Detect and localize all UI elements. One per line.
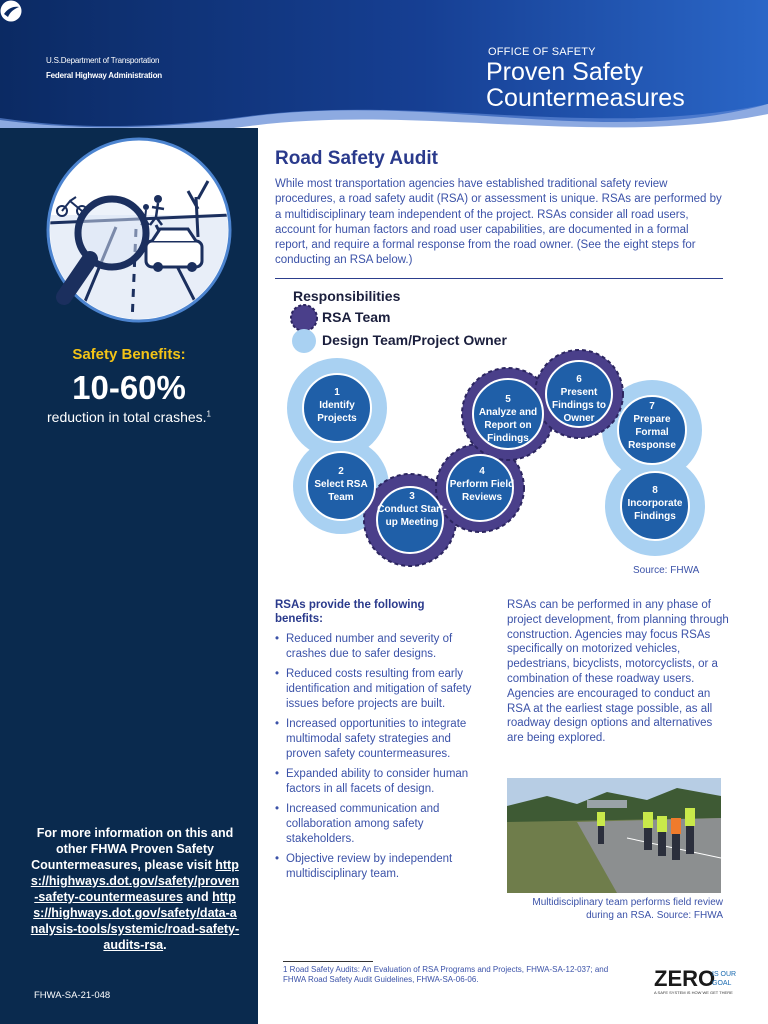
step-4 [447, 465, 517, 504]
proven-countermeasures-link[interactable]: https://highways.dot.gov/safety/proven-safety-countermeasures [30, 858, 240, 904]
intro-paragraph: While most transportation agencies have established traditional safety review procedures, a road safety audit (RSA) or assessment is unique. RSAs are performed by a multidisciplinary team independent of the project. RSAs consider all road users, account for human factors and road user capabilities, are documented in a formal report, and require a formal response from the road owner. (See the eight steps for conducting an RSA below.) [275, 178, 722, 267]
zero-is-our-goal-logo [652, 964, 742, 998]
magnifier-road-icon [46, 137, 232, 323]
step-label: Identify Projects [317, 400, 357, 424]
document-code: FHWA-SA-21-048 [34, 990, 111, 1001]
safety-benefits-value: 10-60% [72, 369, 186, 406]
legend-design-team: Design Team/Project Owner [322, 332, 507, 348]
more-info-block [30, 825, 240, 953]
diagram-source: Source: FHWA [633, 565, 700, 576]
field-review-photo [507, 778, 721, 893]
rsa-tools-link[interactable]: https://highways.dot.gov/safety/data-analysis-tools/systemic/road-safety-audits-rsa [30, 890, 240, 952]
rsa-phase-paragraph: RSAs can be performed in any phase of project development, from planning through construction. Agencies may focus RSAs specifically on motorized vehicles, pedestrians, bicyclists, motorcyclists, or a combination of these roadway users. Agencies are encouraged to conduct an RSA at the earliest stage possible, as all roadway design options and alternatives are being explored. [507, 599, 729, 745]
safety-benefits-label: Safety Benefits: [72, 346, 186, 363]
footnote: 1 Road Safety Audits: An Evaluation of RSA Programs and Projects, FHWA-SA-12-037; and FHWA Road Safety Audit Guidelines, FHWA-SA-06-06. [283, 965, 609, 984]
more-info-end: . [163, 938, 167, 952]
step-5 [473, 393, 543, 445]
zero-tagline: A SAFE SYSTEM IS HOW WE GET THERE [654, 990, 733, 995]
safety-benefits-description [0, 409, 258, 425]
step-number: 7 [649, 401, 655, 412]
step-label: Conduct Start-up Meeting [377, 504, 447, 528]
step-number: 1 [334, 387, 340, 398]
footnote-divider [283, 961, 373, 962]
step-8 [620, 484, 690, 523]
list-item: • Increased communication and collaboration among safety stakeholders. [275, 802, 485, 847]
step-1 [302, 386, 372, 425]
zero-side-text: IS OUR [712, 971, 737, 978]
list-item: • Increased opportunities to integrate multimodal safety strategies and proven safety countermeasures. [275, 717, 485, 762]
publication-title-line1: Proven Safety [486, 58, 644, 86]
section-title: Road Safety Audit [275, 148, 438, 169]
step-6 [544, 373, 614, 425]
benefits-heading: RSAs provide the following benefits: [275, 599, 425, 625]
benefit-desc-text: reduction in total crashes. [47, 409, 207, 425]
publication-title-line2: Countermeasures [486, 84, 685, 112]
legend-rsa-team: RSA Team [322, 309, 391, 325]
zero-word: ZERO [654, 966, 716, 991]
more-info-text: For more information on this and other FHWA Proven Safety Countermeasures, please visit [31, 826, 234, 872]
step-label: Analyze and Report on Findings [478, 407, 538, 444]
step-label: Perform Field Reviews [449, 479, 515, 503]
list-item: • Reduced number and severity of crashes due to safer designs. [275, 632, 485, 662]
office-label: OFFICE OF SAFETY [488, 46, 596, 58]
dot-logo-icon [0, 0, 22, 22]
step-number: 3 [409, 491, 415, 502]
agency-name: U.S.Department of Transportation [46, 56, 160, 65]
step-number: 4 [479, 466, 485, 477]
step-number: 6 [576, 374, 582, 385]
step-label: Present Findings to Owner [552, 387, 606, 424]
legend-rsa-swatch [291, 305, 317, 331]
agency-subname: Federal Highway Administration [46, 71, 162, 80]
legend-title: Responsibilities [293, 288, 401, 304]
step-7 [617, 400, 687, 452]
benefits-list [275, 632, 485, 887]
step-number: 8 [652, 485, 658, 496]
step-2 [306, 465, 376, 504]
step-label: Prepare Formal Response [628, 414, 676, 451]
step-number: 5 [505, 394, 511, 405]
list-item: • Expanded ability to consider human factors in all facets of design. [275, 767, 485, 797]
legend-design-swatch [292, 329, 316, 353]
list-item: • Objective review by independent multidisciplinary team. [275, 852, 485, 882]
step-3 [377, 490, 447, 529]
photo-caption: Multidisciplinary team performs field review during an RSA. Source: FHWA [532, 897, 723, 921]
step-label: Incorporate Findings [627, 498, 683, 522]
list-item: • Reduced costs resulting from early identification and mitigation of safety issues before projects are built. [275, 667, 485, 712]
step-label: Select RSA Team [314, 479, 368, 503]
footnote-ref: 1 [206, 409, 211, 419]
divider [275, 278, 723, 279]
step-number: 2 [338, 466, 344, 477]
zero-side-text-2: GOAL [712, 980, 732, 987]
more-info-and: and [182, 890, 213, 904]
